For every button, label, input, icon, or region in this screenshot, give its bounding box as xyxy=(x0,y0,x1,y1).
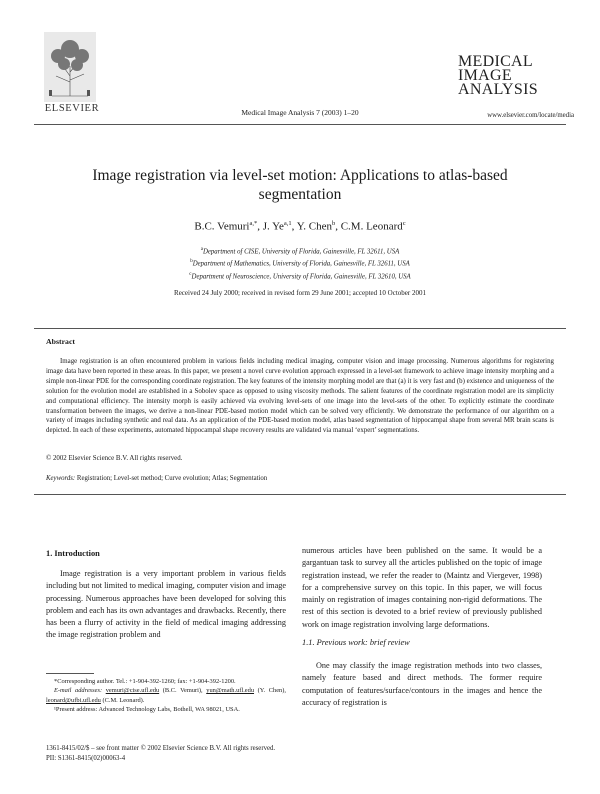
email-link[interactable]: yun@math.ufl.edu xyxy=(206,687,255,695)
footnote-corresponding: *Corresponding author. Tel.: +1-904-392-1260; fax: +1-904-392-1200. xyxy=(54,678,236,685)
affiliation-sup: c xyxy=(189,271,192,277)
affiliation-text: Department of Mathematics, University of Florida, Gainesville, FL 32611, USA xyxy=(192,260,410,268)
footnotes xyxy=(46,677,286,715)
affiliation-sup: a xyxy=(200,247,203,252)
footnote-emails xyxy=(46,686,286,705)
author-sup: b xyxy=(331,220,336,227)
author-name: Y. Chen xyxy=(296,220,332,233)
email-link[interactable]: vemuri@cise.ufl.edu xyxy=(105,687,160,695)
intro-paragraph: Image registration is a very important problem in various fields including but not limited to medical imaging, computer vision and image processing. Numerous approaches have been developed for solving this problem and each has its own advantages and drawbacks. Recently, there has been a flurry of activity in the field of medical imaging addressing the image registration problem and xyxy=(46,569,286,640)
footnote-present-address: ¹Present address: Advanced Technology Labs, Bothell, WA 98021, USA. xyxy=(54,706,240,714)
author-list: B.C. Vemuri$^{a,*}$, J. Ye$^{a,1}$, Y. Chen$^b$, C.M. Leonard$^c$ xyxy=(194,220,406,233)
affiliation-item xyxy=(120,245,480,257)
journal-logo-line: IMAGE xyxy=(458,67,512,84)
footer-pii: PII: S1361-8415(02)00063-4 xyxy=(46,755,126,762)
email-label: E-mail addresses: xyxy=(54,687,103,695)
journal-logo-line: ANALYSIS xyxy=(458,81,538,98)
affiliation-text: Department of CISE, University of Florida, Gainesville, FL 32611, USA xyxy=(202,248,400,256)
article-title: Image registration via level-set motion: Applications to atlas-based segmentation xyxy=(92,167,508,203)
affiliation-list xyxy=(120,245,480,282)
affiliation-item xyxy=(120,257,480,269)
email-owner: (Y. Chen), xyxy=(257,687,286,695)
email-owner: (B.C. Vemuri), xyxy=(162,687,203,695)
journal-logo xyxy=(458,55,566,97)
footnote-divider xyxy=(46,673,94,674)
author-name: C.M. Leonard xyxy=(340,220,403,233)
intro-paragraph-continued: numerous articles have been published on the same. It would be a gargantuan task to survey all the articles published on the topic of image registration instead, we refer the reader to (Maintz and Viergever, 1998) for a comprehensive survey on this topic. In this paper, we will focus mainly on registration of images containing non-rigid deformations. The rest of this section is devoted to a brief review of previously published work on image registration involving large deformations. xyxy=(302,546,542,629)
author-name: J. Ye xyxy=(262,220,284,233)
journal-citation: Medical Image Analysis 7 (2003) 1–20 xyxy=(241,108,359,117)
author-name: B.C. Vemuri xyxy=(194,220,250,233)
previous-work-paragraph: One may classify the image registration methods into two classes, namely feature based and direct methods. The former require computation of features/surface/contours in the images and hence the accuracy of registration is xyxy=(302,661,542,707)
abstract-copyright: © 2002 Elsevier Science B.V. All rights reserved. xyxy=(46,455,183,462)
author-sup: c xyxy=(402,220,406,227)
keywords-text: Registration; Level-set method; Curve evolution; Atlas; Segmentation xyxy=(76,475,268,482)
abstract-heading: Abstract xyxy=(46,337,76,346)
author-sup: a,* xyxy=(249,220,258,227)
keywords-line xyxy=(46,475,554,482)
author-sup: a,1 xyxy=(283,220,292,227)
subsection-heading: 1.1. Previous work: brief review xyxy=(302,638,410,647)
journal-url-link[interactable]: www.elsevier.com/locate/media xyxy=(487,112,574,119)
header-divider xyxy=(34,124,566,125)
affiliation-text: Department of Neuroscience, University of Florida, Gainesville, FL 32610, USA xyxy=(191,272,411,280)
footer-issn: 1361-8415/02/$ – see front matter © 2002 Elsevier Science B.V. All rights reserved. xyxy=(46,745,276,752)
affiliation-item xyxy=(120,270,480,282)
abstract-body: Image registration is an often encountered problem in various fields including medical imaging, computer vision and image processing. Numerous algorithms for registering image data have been reported in these areas. In this paper, we present a novel curve evolution approach expressed in a level-set framework to achieve image intensity morphing and a simple non-linear PDE for the corresponding coordinate registration. The key features of the intensity morphing model are that (a) it is very fast and (b) existence and uniqueness of the solution for the evolution model are established in a Sobolev space as opposed to using viscosity methods. The salient features of the coordinate registration model are its simplicity and computational efficiency. The intensity morph is easily achieved via evolving level-sets of one image into the level-sets of the other. To explicitly estimate the coordinate transformation between the images, we derive a non-linear PDE-based motion model which can be solved very efficiently. We demonstrate the performance of our algorithm on a variety of images including synthetic and real data. As an application of the PDE-based motion model, atlas based segmentation of hippocampal shape from several MR brain scans is depicted. In each of these experiments, automated hippocampal shape recovery results are validated via manual ‘expert’ segmentations. xyxy=(46,358,554,435)
abstract-bottom-divider xyxy=(34,494,566,495)
email-owner: (C.M. Leonard). xyxy=(102,696,145,704)
email-link[interactable]: leonard@ufbi.ufl.edu xyxy=(46,696,101,704)
keywords-label: Keywords: xyxy=(46,475,76,482)
journal-logo-line: MEDICAL xyxy=(458,53,533,70)
received-dates: Received 24 July 2000; received in revised form 29 June 2001; accepted 10 October 2001 xyxy=(174,289,426,297)
elsevier-tree-icon xyxy=(44,32,96,102)
abstract-top-divider xyxy=(34,328,566,329)
affiliation-sup: b xyxy=(190,259,193,265)
section-heading: 1. Introduction xyxy=(46,549,100,558)
publisher-name: ELSEVIER xyxy=(44,103,100,114)
